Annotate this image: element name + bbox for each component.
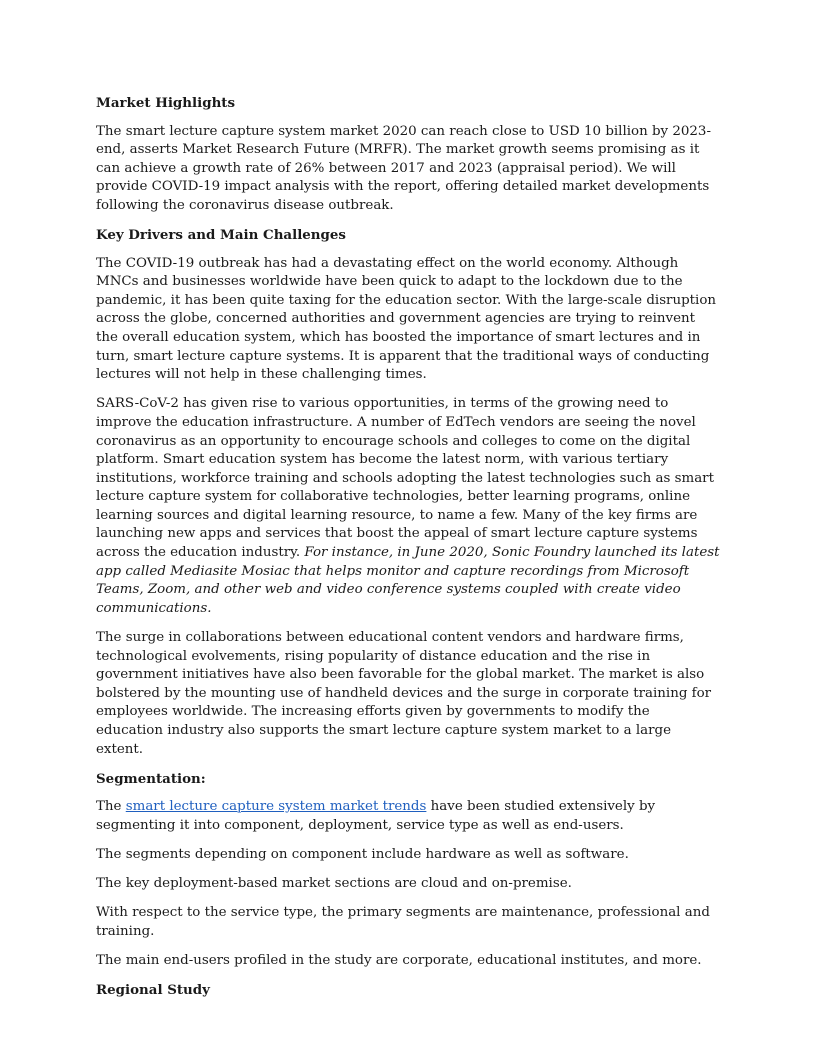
paragraph-market-highlights: The smart lecture capture system market 2020 can reach close to USD 10 billion by 2023-end, asserts Market Research Future (MRFR). The market growth seems promising as it can achieve a growth rate of 26% between 2017 and 2023 (appraisal period). We will provide COVID-19 impact analysis with the report, offering detailed market developments following the coronavirus disease outbreak. <box>96 123 711 213</box>
paragraph-drivers-1: The COVID-19 outbreak has had a devastating effect on the world economy. Although MNCs and businesses worldwide have been quick to adapt to the lockdown due to the pandemic, it has been quite taxing for the education sector. With the large-scale disruption across the globe, concerned authorities and government agencies are trying to reinvent the overall education system, which has boosted the importance of smart lectures and in turn, smart lecture capture systems. It is apparent that the traditional ways of conducting lectures will not help in these challenging times. <box>96 255 717 383</box>
paragraph-segmentation-5: The main end-users profiled in the study are corporate, educational institutes, and more. <box>96 952 702 968</box>
paragraph-drivers-2-italic: For instance, in June 2020, Sonic Foundry launched its latest app called Mediasite Mosiac that helps monitor and capture recordings from Microsoft Teams, Zoom, and other web and video conference systems coupled with create video communications. <box>96 545 720 616</box>
heading-market-highlights: Market Highlights <box>96 95 236 111</box>
paragraph-segmentation-2: The segments depending on component include hardware as well as software. <box>96 846 629 862</box>
document-page <box>96 94 720 1009</box>
paragraph-drivers-2-text: SARS-CoV-2 has given rise to various opportunities, in terms of the growing need to improve the education infrastructure. A number of EdTech vendors are seeing the novel coronavirus as an opportunity to encourage schools and colleges to come on the digital platform. Smart education system has become the latest norm, with various tertiary institutions, workforce training and schools adopting the latest technologies such as smart lecture capture system for collaborative technologies, better learning programs, online learning sources and digital learning resource, to name a few. Many of the key firms are launching new apps and services that boost the appeal of smart lecture capture systems across the education industry. <box>96 396 714 561</box>
market-trends-link[interactable]: smart lecture capture system market trends <box>125 799 427 815</box>
segmentation-prefix: The <box>96 799 122 815</box>
heading-regional-study: Regional Study <box>96 981 210 998</box>
paragraph-drivers-2 <box>96 395 720 618</box>
segmentation-suffix: have been studied extensively by segmenting it into component, deployment, service type as well as end-users. <box>96 799 656 833</box>
heading-segmentation: Segmentation: <box>96 770 206 787</box>
paragraph-segmentation-1 <box>96 798 720 835</box>
heading-key-drivers: Key Drivers and Main Challenges <box>96 227 346 244</box>
paragraph-segmentation-4: With respect to the service type, the primary segments are maintenance, professional and training. <box>96 905 710 939</box>
paragraph-drivers-3: The surge in collaborations between educational content vendors and hardware firms, technological evolvements, rising popularity of distance education and the rise in government initiatives have also been favorable for the global market. The market is also bolstered by the mounting use of handheld devices and the surge in corporate training for employees worldwide. The increasing efforts given by governments to modify the education industry also supports the smart lecture capture system market to a large extent. <box>96 629 712 757</box>
paragraph-segmentation-3: The key deployment-based market sections are cloud and on-premise. <box>96 875 572 891</box>
